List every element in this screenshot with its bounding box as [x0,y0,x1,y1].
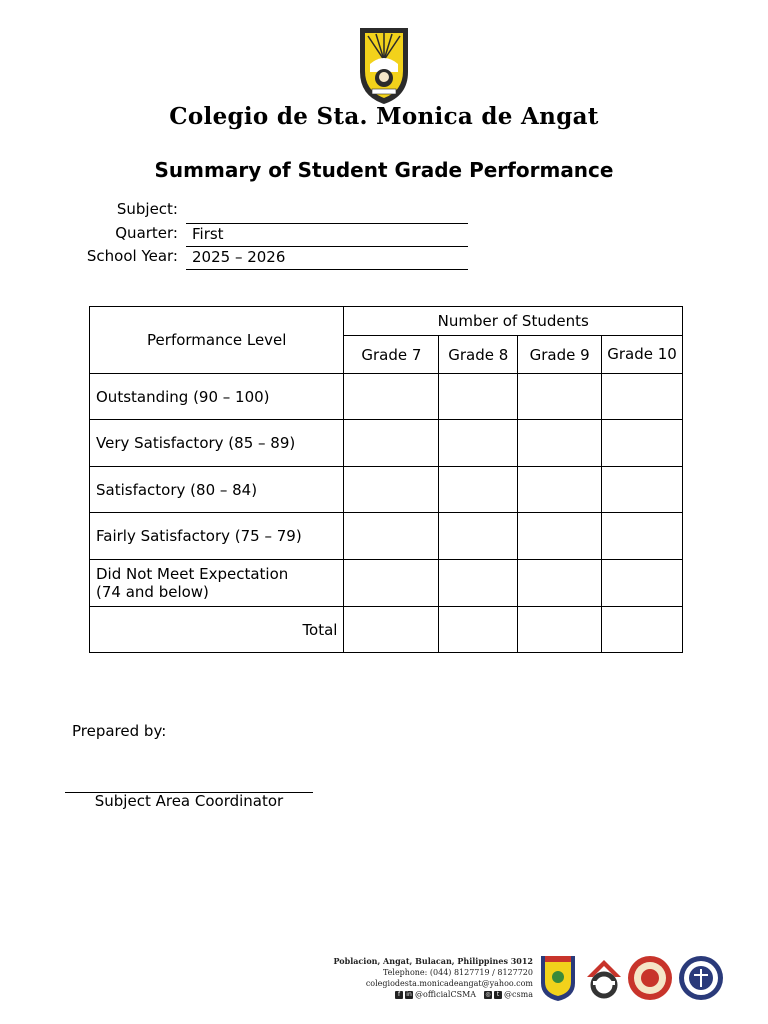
total-row [90,607,683,653]
count-cell[interactable] [344,513,439,560]
facebook-handle: @officialCSMA [415,990,477,999]
school-year-value: 2025 – 2026 [192,248,286,266]
number-of-students-header: Number of Students [344,307,683,336]
level-label [90,560,344,607]
footer-contact [300,956,533,1000]
subject-field[interactable] [186,201,468,224]
level-label: Outstanding (90 – 100) [90,374,344,420]
count-cell[interactable] [344,467,439,513]
coordinator-role: Subject Area Coordinator [94,792,284,810]
school-year-label: School Year: [86,247,178,265]
count-cell[interactable] [602,467,683,513]
count-cell[interactable] [518,467,602,513]
footer-email: colegiodesta.monicadeangat@yahoo.com [365,979,533,988]
footer-social [300,989,533,1000]
count-cell[interactable] [602,374,683,420]
accreditation-shield-icon [541,956,575,1001]
table-row [90,467,683,513]
count-cell[interactable] [439,513,518,560]
footer-address: Poblacion, Angat, Bulacan, Philippines 3012 [333,956,533,966]
subject-label: Subject: [116,200,178,218]
count-cell[interactable] [344,420,439,467]
level-label: Fairly Satisfactory (75 – 79) [90,513,344,560]
quarter-label: Quarter: [115,224,178,242]
level-label: Satisfactory (80 – 84) [90,467,344,513]
count-cell[interactable] [439,560,518,607]
performance-level-header: Performance Level [90,307,344,374]
grade-7-header: Grade 7 [344,336,439,374]
instagram-handle: @csma [504,990,533,999]
house-logo-icon [587,960,621,996]
grade-performance-table [89,306,683,653]
count-cell[interactable] [602,560,683,607]
total-cell[interactable] [344,607,439,653]
school-year-field[interactable] [186,247,468,270]
footer-telephone: Telephone: (044) 8127719 / 8127720 [382,968,533,977]
count-cell[interactable] [518,560,602,607]
table-row [90,420,683,467]
count-cell[interactable] [439,467,518,513]
table-row [90,513,683,560]
prepared-by-label: Prepared by: [72,722,167,740]
table-row [90,560,683,607]
level-label-line-2: (74 and below) [96,583,209,601]
count-cell[interactable] [518,420,602,467]
count-cell[interactable] [518,513,602,560]
count-cell[interactable] [439,374,518,420]
facebook-icon[interactable]: f [395,991,403,999]
level-label: Very Satisfactory (85 – 89) [90,420,344,467]
total-cell[interactable] [439,607,518,653]
linkedin-icon[interactable]: in [406,990,412,998]
grade-10-header: Grade 10 [602,336,683,374]
quarter-value: First [192,225,224,243]
grade-8-header: Grade 8 [439,336,518,374]
count-cell[interactable] [518,374,602,420]
count-cell[interactable] [439,420,518,467]
school-seal [352,22,416,106]
diocesan-seal-icon [679,956,723,1000]
instagram-icon[interactable]: ◎ [485,990,491,998]
count-cell[interactable] [344,374,439,420]
grade-9-header: Grade 9 [518,336,602,374]
level-label-line-1: Did Not Meet Expectation [96,565,289,583]
total-cell[interactable] [602,607,683,653]
total-label: Total [90,607,344,653]
count-cell[interactable] [602,513,683,560]
quarter-field[interactable] [186,224,468,247]
twitter-icon[interactable]: t [494,991,502,999]
total-cell[interactable] [518,607,602,653]
count-cell[interactable] [344,560,439,607]
accreditation-logos [538,953,728,1003]
table-row [90,374,683,420]
red-seal-icon [628,956,672,1000]
count-cell[interactable] [602,420,683,467]
document-title: Summary of Student Grade Performance [154,158,614,182]
school-name: Colegio de Sta. Monica de Angat [169,103,599,130]
